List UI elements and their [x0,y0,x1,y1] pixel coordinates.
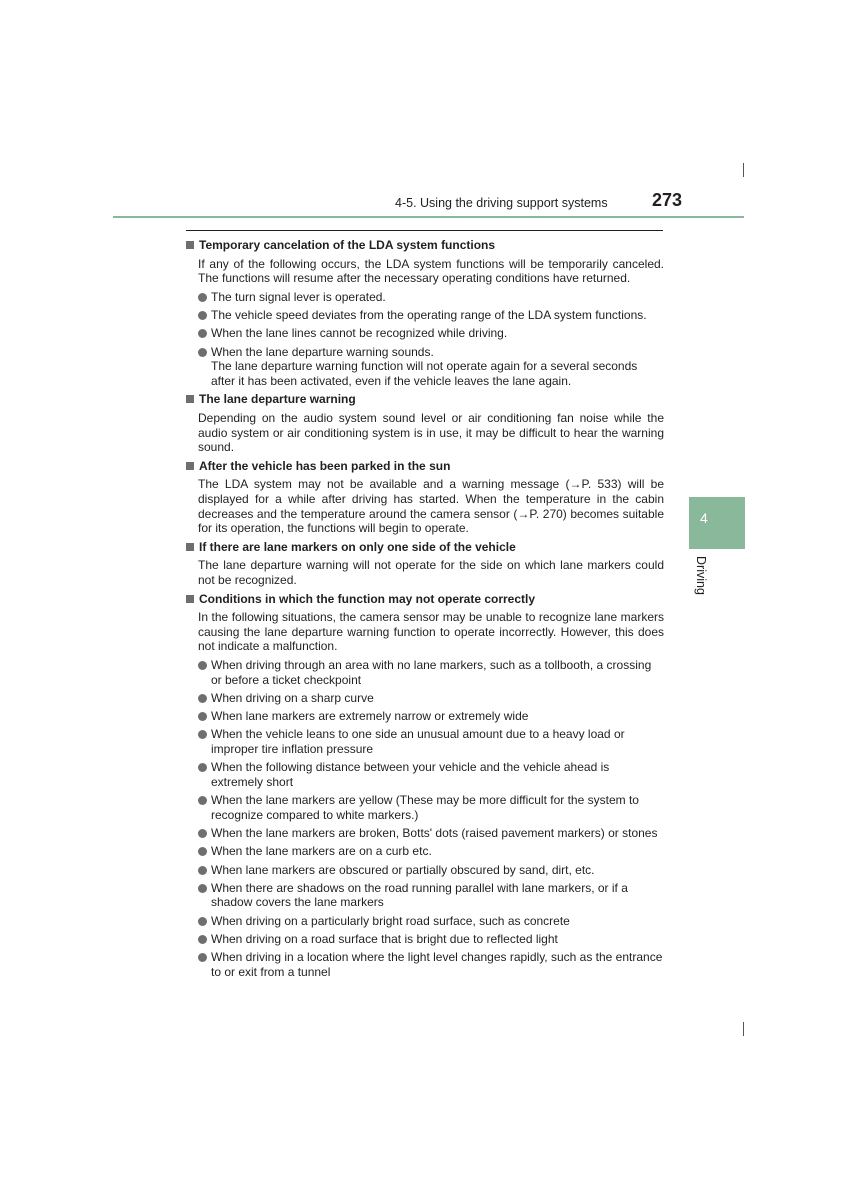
list-item: When the lane markers are yellow (These may be more difficult for the system to recognize compared to white markers.) [198,793,664,822]
bullet-icon [198,953,207,962]
bullet-icon [198,935,207,944]
section-paragraph: If any of the following occurs, the LDA system functions will be temporarily canceled. The functions will resume after the necessary operating conditions have returned. [198,256,664,286]
bullet-icon [198,694,207,703]
list-item-note: The lane departure warning function will not operate again for a several seconds after it has been activated, even if the vehicle leaves the lane again. [211,359,638,388]
bullet-icon [198,329,207,338]
bullet-icon [198,293,207,302]
list-item: When driving on a road surface that is bright due to reflected light [198,932,664,947]
main-content [186,238,664,983]
section-one-side-markers [186,540,664,588]
chapter-tab [689,497,745,549]
list-item: The turn signal lever is operated. [198,290,664,305]
bullet-icon [198,763,207,772]
section-heading: After the vehicle has been parked in the sun [186,459,664,474]
list-item: When the following distance between your vehicle and the vehicle ahead is extremely short [198,760,664,789]
bullet-icon [198,796,207,805]
section-temporary-cancelation [186,238,664,388]
bullet-icon [198,712,207,721]
bullet-list [198,290,664,389]
section-parked-in-sun [186,459,664,536]
bullet-icon [198,661,207,670]
section-heading: If there are lane markers on only one side of the vehicle [186,540,664,555]
list-item: When lane markers are extremely narrow or extremely wide [198,709,664,724]
header-rule [113,216,744,218]
bullet-icon [198,829,207,838]
section-paragraph: The LDA system may not be available and a warning message (→P. 533) will be displayed for a while after driving has started. When the temperature in the cabin decreases and the temperature around the camera sensor (→P. 270) becomes suitable for its operation, the functions will begin to operate. [198,477,664,536]
list-item: When the lane markers are on a curb etc. [198,844,664,859]
list-item: When driving in a location where the light level changes rapidly, such as the entrance to or exit from a tunnel [198,950,664,979]
bullet-icon [198,884,207,893]
content-rule [186,230,663,231]
section-lane-departure-warning [186,392,664,454]
list-item: When driving on a particularly bright road surface, such as concrete [198,914,664,929]
bullet-icon [198,866,207,875]
running-header-title: 4-5. Using the driving support systems [395,196,608,210]
section-heading: The lane departure warning [186,392,664,407]
list-item: When driving through an area with no lane markers, such as a tollbooth, a crossing or before a ticket checkpoint [198,658,664,687]
list-item: When there are shadows on the road running parallel with lane markers, or if a shadow covers the lane markers [198,881,664,910]
list-item: When driving on a sharp curve [198,691,664,706]
list-item: When the lane lines cannot be recognized while driving. [198,326,664,341]
list-item: When the lane departure warning sounds. The lane departure warning function will not operate again for a several seconds after it has been activated, even if the vehicle leaves the lane again. [198,345,664,389]
crop-mark-bottom [743,1022,744,1036]
list-item: When the lane markers are broken, Botts' dots (raised pavement markers) or stones [198,826,664,841]
bullet-icon [198,311,207,320]
section-conditions-not-operate [186,592,664,980]
bullet-icon [198,730,207,739]
bullet-icon [198,348,207,357]
chapter-title: Driving [694,556,708,595]
bullet-list [198,658,664,980]
section-heading: Temporary cancelation of the LDA system functions [186,238,664,253]
page-number: 273 [652,190,683,210]
bullet-icon [198,847,207,856]
list-item: The vehicle speed deviates from the operating range of the LDA system functions. [198,308,664,323]
list-item: When lane markers are obscured or partially obscured by sand, dirt, etc. [198,863,664,878]
list-item: When the vehicle leans to one side an unusual amount due to a heavy load or improper tire inflation pressure [198,727,664,756]
section-paragraph: The lane departure warning will not operate for the side on which lane markers could not be recognized. [198,558,664,587]
crop-mark-top [743,163,744,177]
chapter-number: 4 [700,510,708,526]
section-paragraph: In the following situations, the camera sensor may be unable to recognize lane markers causing the lane departure warning function to operate incorrectly. However, this does not indicate a malfunction. [198,610,664,654]
bullet-icon [198,917,207,926]
section-paragraph: Depending on the audio system sound level or air conditioning fan noise while the audio system or air conditioning system is in use, it may be difficult to hear the warning sound. [198,411,664,455]
section-heading: Conditions in which the function may not operate correctly [186,592,664,607]
